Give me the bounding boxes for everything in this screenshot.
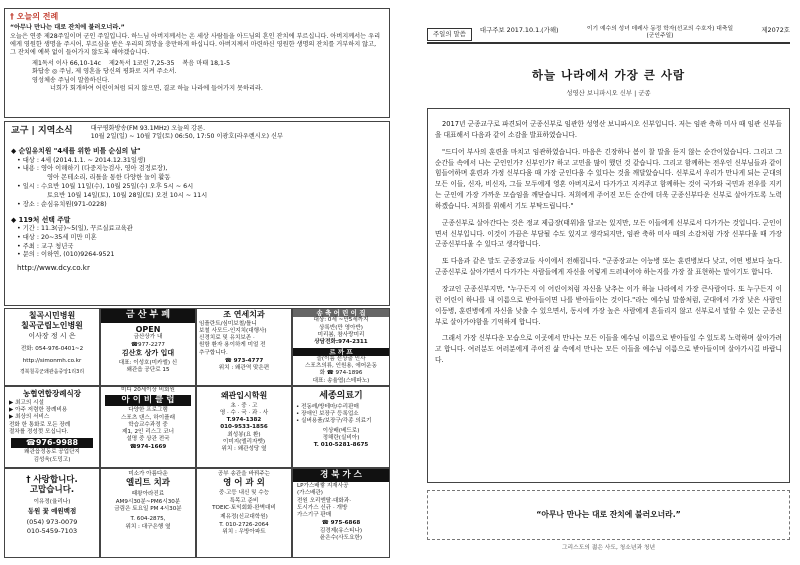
notice-item: • 대상 : 20~35세 미만 미혼 [17, 233, 97, 241]
ad-ivy-club [100, 386, 196, 468]
ad-phone: 전화: 054-976-0401~2 [20, 346, 84, 353]
ad-text: 위치 : 대구은행 옆 [125, 523, 171, 530]
ad-phone: 010-9533-1856 [220, 424, 268, 431]
article-paragraph: 2017년 군종교구로 파견되어 군종신부로 임관한 성영산 보니파시오 신부입니다. 저는 임관 축하 미사 때 임관 신부들을 대표해서 다음과 같이 소감을 발표하였습니다. [435, 120, 782, 139]
page-credit: 그리스도의 젊은 사도, 청소년과 청년 [561, 545, 656, 551]
ad-title: 왜관입시학원 [220, 391, 268, 400]
article-paragraph: 장교인 군종신부지만, "누구든지 이 어린이처럼 자신을 낮추는 이가 하늘 나라에서 가장 큰사람이다. 또 누구든지 이런 어린이 하나를 내 이름으로 받아들이면 나를 받아들이는 것이다."라는 예수님 말씀처럼, 군대에서 가장 낮은 사람인 이등병, 훈련병에게 자신을 낮출 수 있으면서, 동시에 가장 높은 사람에게 흔들리지 않고 신부로서 말할 수 있는 군종신부로 살아가야함을 기억하게 합니다. [435, 284, 782, 326]
ad-text: ▶ 최고의 시설 [9, 399, 44, 406]
notice-item: 영아 몬테소리, 리틀을 통한 다양한 놀이 활동 [47, 174, 171, 182]
ad-text: 김경제(유스티나) [319, 527, 363, 534]
ad-text: 제유정(신교대학원) [220, 514, 268, 521]
ad-phone: T. 010-5281-8675 [313, 442, 369, 449]
ad-phone: ☎ 973-4777 [224, 357, 264, 364]
ad-text: 임플란트/심미보철/틀니 [199, 320, 257, 327]
issue-date: 대구주보 2017.10.1.(가해) [479, 26, 559, 35]
ad-title: 금 산 부 페 [101, 309, 195, 323]
ad-text: 때왕아라진료 [131, 491, 165, 498]
article-body [427, 108, 790, 483]
ad-phone: ☎974-1669 [129, 443, 167, 450]
ad-phone: T.974-1382 [226, 417, 262, 424]
broadcast-line-2: 10월 2일(일) ~ 10월 7일(토) 06:50, 17:50 이광호(라우렌시오) 신부 [90, 133, 284, 141]
ad-title: 세종의료기 [319, 391, 363, 401]
ad-text: 도시가스 신규 · 개방 [297, 504, 348, 511]
ad-text: 특목고 준비 [229, 497, 259, 504]
feast-name: 이기 예수의 성녀 데레사 동정 학자(선교의 수호자) 대축일(군인주일) [586, 26, 734, 40]
notice-item: • 기간 : 11.3(금)~5(일), 꾸르실료교육관 [17, 225, 133, 233]
notice-item: • 일시 : 수요반 10월 11일(수), 10월 25일(수) 오후 5시 ~ 6시 [17, 183, 194, 191]
notice-item: • 문의 : 이하연, (010)9264-9521 [17, 251, 115, 259]
ad-text: 공부 송관을 바꿔주는 [217, 471, 271, 477]
right-page [417, 8, 800, 558]
today-liturgy-quote: “아무나 만나는 대로 잔치에 불러오너라.” [10, 23, 125, 31]
article-paragraph: 또 다음과 같은 말도 군종장교들 사이에서 전해집니다. "군종장교는 이능병 또는 훈련병보다 낮고, 어떤 병보다 높다. 군종신부로 살아가면서 다가가는 사람들에게 자신을 어렇게 드러내어야 하는지를 가장 잘 표현하는 말이기도 합니다. [435, 257, 782, 277]
article-paragraph: 그래서 가장 신부다운 모습으로 이곳에서 만나는 모든 이들을 예수님 이름으로 받아들일 수 있도록 노력하며 살아가려고 합니다. 여러분도 여러분에게 주어진 삶 속에서 만나는 모든 이들을 예수님 이름으로 받아들이며 살아가시길 바랍니다. [435, 334, 782, 365]
ad-title: 칠곡군립노인병원 [21, 320, 83, 330]
ad-waegwan-academy [196, 386, 292, 468]
ad-text: 영 · 수 · 국 · 과 · 사 [219, 409, 269, 416]
ad-text: 가스기구 판매 [297, 512, 332, 519]
ad-text: 절차를 정성껏 모십니다. [9, 428, 69, 435]
ad-title: 경 북 가 스 [293, 469, 389, 482]
ad-text: • 실버용품/보장구/각종 의료기 [296, 418, 372, 425]
ad-english-tutoring [196, 468, 292, 558]
ad-text: 위치 : 우방아파트 [222, 528, 266, 535]
ad-text: 금산상가 내 [133, 334, 163, 341]
article-paragraph: "드디어 부사의 훈련을 마치고 임관하였습니다. 마음은 긴장하나 봄이 찰 말을 듣지 않는 순간이었습니다. 그리고 그 순간들 속에서 나는 군인인가? 신부인가? 하고 고민을 많이 했던 것 같습니다. 그리고 함께하는 전우인 신부님들과 같이 힘들어하며 훈련과 가정 신부다움 때 가장 군인다움 수 있다는 것을 깨달았습니다. 신부로서 우리가 만나게 되는 군대의 모든 이들, 신자, 비신자, 그들 모두에게 영혼 아버지로서 다가가고 지켜주고 함께하는 것이 국가와 국민과 전우를 지키는 군인에 가장 가까운 모습임을 깨닫습니다. 저희에게 주어진 모든 순간에 더욱 군종신부다운 신부로 살아가도록 노력하겠습니다. 저희를 위해서 기도 부탁드립니다." [435, 147, 782, 210]
ad-phone: 화 ☎ 974-1896 [319, 370, 363, 377]
notice-item: 토요반 10월 14일(토), 10월 28일(토) 오전 10시 ~ 11시 [47, 191, 208, 199]
ad-funeral-hall [4, 386, 100, 468]
ad-text: 미디 20세이상 비회원 [121, 387, 175, 393]
advertisement-grid [4, 308, 390, 558]
ad-text: 학습교수과정 중 [128, 421, 168, 428]
ad-text: 신경치료 및 유치보존 · [199, 335, 255, 342]
retreat-notice-title: ◆ 119처 선택 주말 [11, 215, 71, 224]
ad-text: ▶ 아주 저렴한 장례비용 [9, 407, 68, 414]
ad-text: 김산호 상가 입대 [121, 348, 175, 357]
ad-text: 대상: 0세 ~만5세까지 [313, 317, 369, 324]
ad-title: 영 어 과 외 [223, 478, 265, 489]
ad-text: 위치 : 왜관역 맞은편 [218, 365, 270, 372]
ad-phone: ☎ 975-6868 [321, 520, 361, 527]
ad-text: 윤은수(사도요한) [319, 534, 363, 541]
ad-text: 다양한 프로그램 [128, 407, 168, 414]
kindergarten-notice-title: ◆ 순일유치원 "4세를 위한 비틀 순심의 날" [11, 147, 141, 156]
ad-phone: (054) 973-0079 [26, 518, 78, 527]
ad-chilgok-hospital [4, 308, 100, 386]
ad-text: 이상배(베드로) [322, 427, 360, 434]
ad-title: 고맙습니다. [29, 485, 75, 496]
ad-web: http://simonmh.co.kr [22, 357, 82, 364]
news-heading: 교구 | 지역소식 [11, 126, 73, 136]
ad-text: 금림은 토요일 PM 4시30분 [114, 505, 182, 512]
notice-item: • 대상 : 4세 (2014.1.1. ~ 2014.12.31일생) [17, 156, 146, 164]
ad-text: 초 · 중 · 고 [230, 402, 258, 409]
ad-title: 칠곡시민병원 [28, 311, 76, 320]
ad-sejong-medical [292, 386, 390, 468]
ad-text: 상록반(만 영아반) [319, 324, 363, 331]
left-page [0, 8, 395, 558]
ad-text: 정해란(실비아) [322, 434, 360, 441]
ad-geumsan-buffet [100, 308, 196, 386]
today-liturgy-body: 오늘은 연중 제28주일이며 군인 주일입니다. 하느님 아버지께서는 온 세상 사람들을 아드님의 혼인 잔치에 부르십니다. 아버지께서는 우리에게 영원한 생명을 주시어, 부르심을 받은 우리의 희망을 충만하게 하십니다. 아버지께서 마련하신 영원한 생명의 잔치를 거부하지 않고, 그 잔치에 예복 없이 들어가지 않도록 해야겠습니다. [10, 32, 381, 56]
today-liturgy-title: † 오늘의 전례 [10, 12, 59, 21]
ad-text: 전원 오리엔탈·대화과· [297, 497, 351, 504]
ad-text: 설명 중 상관 전국 [126, 436, 170, 443]
website-link[interactable]: http://www.dcy.co.kr [17, 263, 90, 273]
ad-text: 대표: 이성호(미카엘) 신 [118, 359, 178, 366]
today-liturgy-box [4, 8, 390, 118]
ad-text: 추구합니다. [199, 349, 228, 356]
ad-text: 스포츠 댄스, 하이플래 [121, 414, 175, 421]
ad-text: 왜관읍 공단로 15 [126, 367, 170, 374]
retreat-notice [11, 216, 383, 261]
ad-songchuk-kindergarten [292, 308, 390, 386]
notice-item: • 내용 : 영아 이해하기 (다중지능검사, 영아 검정로장), [17, 165, 168, 173]
broadcast-info [91, 125, 283, 141]
ad-text: • 전동레/방테마/수리판매 [296, 403, 359, 410]
gospel-reading: 복음 마태 18,1-5 [182, 60, 231, 68]
ad-text: 경북칠곡군왜관읍중앙1리3리 [19, 368, 85, 375]
ad-title: 송 축 어 린 이 집 [293, 309, 389, 317]
ad-phone: 상담전화:974-2311 [314, 339, 368, 346]
ad-text: AM9시30분~PM6시30분 [115, 498, 181, 505]
ad-text: 보철 사모드-인지치(대행사) [199, 327, 267, 334]
ad-text: 원함 환자 용이하게 미얼 전 [199, 342, 266, 349]
article-paragraph: 군종신부로 살아간다는 것은 정교 제급장(태위)을 달고는 있지만, 모든 이들에게 신부로서 다가가는 것입니다. 군인이면서 신부입니다. 이것이 가끔은 부담될 수도 있지고 생각되지만, 임관 축하 미사 때의 소감처럼 가장 신부다울 때 가장 군종신부다울 수 있다고 생각합니다. [435, 218, 782, 249]
ad-yonsei-dental [196, 308, 292, 386]
ad-phone: ☎976-9988 [11, 438, 93, 448]
broadcast-line-1: 대구평화방송(FM 93.1MHz) 오늘의 강론. [90, 125, 206, 132]
ad-gyeongbuk-gas [292, 468, 390, 558]
closing-quote: “아무나 만나는 대로 잔치에 불러오너라.” [427, 490, 790, 540]
ad-flower-shop [4, 468, 100, 558]
ad-text: 위치 : 왜관성당 옆 [221, 446, 267, 453]
ad-text: LP가스배쌓 지재사공 [297, 483, 349, 490]
ad-title: 조 연세치과 [223, 310, 265, 319]
news-header [11, 125, 383, 141]
issue-number: 제2072호 [761, 26, 790, 35]
ad-text: 왜관읍정동로 공업단지 [24, 449, 80, 456]
ad-text: 이미지(엘리자벳) [222, 438, 266, 445]
ad-text: TOEIC·토익회화·완벽대비 [212, 504, 276, 511]
ad-text: 전화 한 통화로 모든 장례 [9, 421, 71, 428]
notice-item: • 장소 : 순심유치원(971-0228) [17, 200, 107, 208]
ad-title: 농협연합장례식장 [23, 389, 81, 398]
bulletin-header [427, 28, 790, 44]
article-title: 하늘 나라에서 가장 큰 사람 [531, 68, 686, 82]
diocese-news-box [4, 121, 390, 306]
ad-text: 이사장 정 시 은 [28, 332, 76, 341]
ad-title: † 사랑합니다. [26, 475, 78, 485]
ad-text: 미리봄, 참사랑미리 [317, 331, 365, 338]
notice-item: • 주최 : 교구 청년국 [17, 242, 74, 250]
ad-text: 제1, 2인 리스그 코너 [121, 429, 175, 436]
ad-title: 르 까 프 [293, 348, 389, 356]
ad-text: 미소가 아름다운 [128, 471, 168, 477]
ad-phone: ☎977-2277 [131, 341, 165, 348]
ad-elite-dental [100, 468, 196, 558]
ad-text: 스포츠의류, 인원용, 에어운동 [305, 363, 377, 370]
ad-text: 김성욱(도밍고) [33, 456, 71, 463]
ad-text: (가스배관) [297, 490, 323, 497]
ad-text: OPEN [135, 324, 161, 334]
ad-text: 최성봉(요 환) [227, 431, 261, 438]
ad-title: 아 이 비 클 럽 [105, 395, 191, 406]
ad-text: 이유정(율리나) [33, 499, 71, 506]
kindergarten-notice [11, 147, 383, 209]
responsorial-psalm: 화답송 ◎ 주님, 제 영혼을 당신의 평화로 지켜 주소서. [32, 68, 177, 76]
ad-title: 엘리트 치과 [125, 478, 170, 489]
ad-text: 즐(이름 선상출 인사 [316, 355, 366, 362]
ad-phone: 010-5459-7103 [26, 526, 78, 535]
ad-text: 대표: 송율엽(스테파노) [312, 377, 370, 384]
reading-1: 제1독서 이사 66,10-14c [32, 60, 101, 68]
reading-2: 제2독서 1코린 7,25-35 [108, 60, 175, 68]
ad-phone: T. 010-2726-2064 [219, 521, 269, 528]
ad-text: 동원 꽃 예원백점 [27, 506, 77, 515]
ad-text: 중·고등 내신 및 수능 [218, 490, 270, 497]
communion-antiphon-text: 너희가 회개하여 어린이처럼 되지 않으면, 결코 하늘 나라에 들어가지 못하리라. [50, 85, 263, 93]
ad-phone: T. 604-2875, [130, 516, 166, 523]
ad-text: • 장애인 보장구 등록업소 [296, 411, 359, 418]
communion-antiphon: 영성체송 주님이 말씀하신다. [32, 76, 110, 84]
ad-text: ▶ 최상의 서비스 [9, 414, 50, 421]
article-author: 성영산 보니파시오 신부 | 군종 [566, 89, 651, 97]
section-tag: 주일의 말씀 [427, 28, 472, 41]
